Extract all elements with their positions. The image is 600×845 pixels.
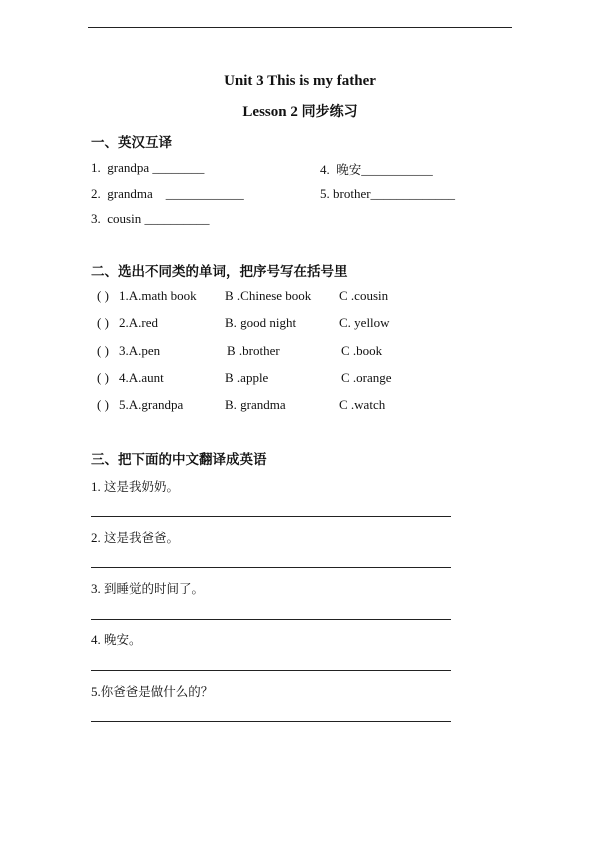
answer-blank[interactable]: __________	[144, 211, 210, 226]
option-a: 4.A.aunt	[119, 370, 164, 385]
translation-item: 3. cousin __________	[91, 211, 210, 226]
answer-line[interactable]	[91, 619, 451, 620]
translation-item: 2. grandma ____________	[91, 186, 244, 201]
section1-heading: 一、英汉互译	[91, 135, 172, 151]
answer-line[interactable]	[91, 670, 451, 671]
option-c: C. yellow	[339, 315, 390, 330]
header-rule	[88, 27, 512, 28]
worksheet-title: Unit 3 This is my father	[224, 73, 376, 89]
option-a: 5.A.grandpa	[119, 397, 184, 412]
option-c: C .book	[341, 343, 383, 358]
answer-line[interactable]	[91, 567, 451, 568]
answer-blank[interactable]: ____________	[165, 186, 244, 201]
answer-blank[interactable]: _____________	[370, 186, 456, 201]
answer-paren[interactable]: ( )	[97, 288, 109, 303]
option-a: 2.A.red	[119, 315, 158, 330]
worksheet-subtitle	[0, 101, 600, 121]
translation-item: 5. brother_____________	[320, 186, 456, 201]
option-b: B .brother	[227, 343, 280, 358]
translate-prompt: 3. 到睡觉的时间了。	[91, 581, 205, 596]
option-b: B. good night	[225, 315, 297, 330]
translate-prompt: 4. 晚安。	[91, 632, 142, 647]
answer-blank[interactable]: ________	[152, 160, 205, 175]
option-a: 1.A.math book	[119, 288, 197, 303]
section3-heading: 三、把下面的中文翻译成英语	[91, 452, 267, 468]
subtitle-practice: 同步练习	[301, 104, 358, 120]
subtitle-lesson: Lesson 2	[242, 104, 298, 120]
option-b: B .Chinese book	[225, 288, 312, 303]
option-c: C .orange	[341, 370, 392, 385]
answer-paren[interactable]: ( )	[97, 343, 109, 358]
option-a: 3.A.pen	[119, 343, 161, 358]
option-b: B .apple	[225, 370, 269, 385]
translate-prompt: 1. 这是我奶奶。	[91, 479, 180, 494]
answer-line[interactable]	[91, 721, 451, 722]
option-b: B. grandma	[225, 397, 286, 412]
answer-paren[interactable]: ( )	[97, 370, 109, 385]
translation-item: 1. grandpa ________	[91, 160, 205, 175]
translate-prompt: 5.你爸爸是做什么的？	[91, 684, 214, 699]
answer-paren[interactable]: ( )	[97, 315, 109, 330]
translation-item: 4. 晚安___________	[320, 162, 433, 177]
answer-paren[interactable]: ( )	[97, 397, 109, 412]
translate-prompt: 2. 这是我爸爸。	[91, 530, 180, 545]
answer-line[interactable]	[91, 516, 451, 517]
option-c: C .cousin	[339, 288, 389, 303]
answer-blank[interactable]: ___________	[361, 162, 433, 177]
section2-heading: 二、选出不同类的单词，把序号写在括号里	[91, 264, 348, 280]
option-c: C .watch	[339, 397, 386, 412]
